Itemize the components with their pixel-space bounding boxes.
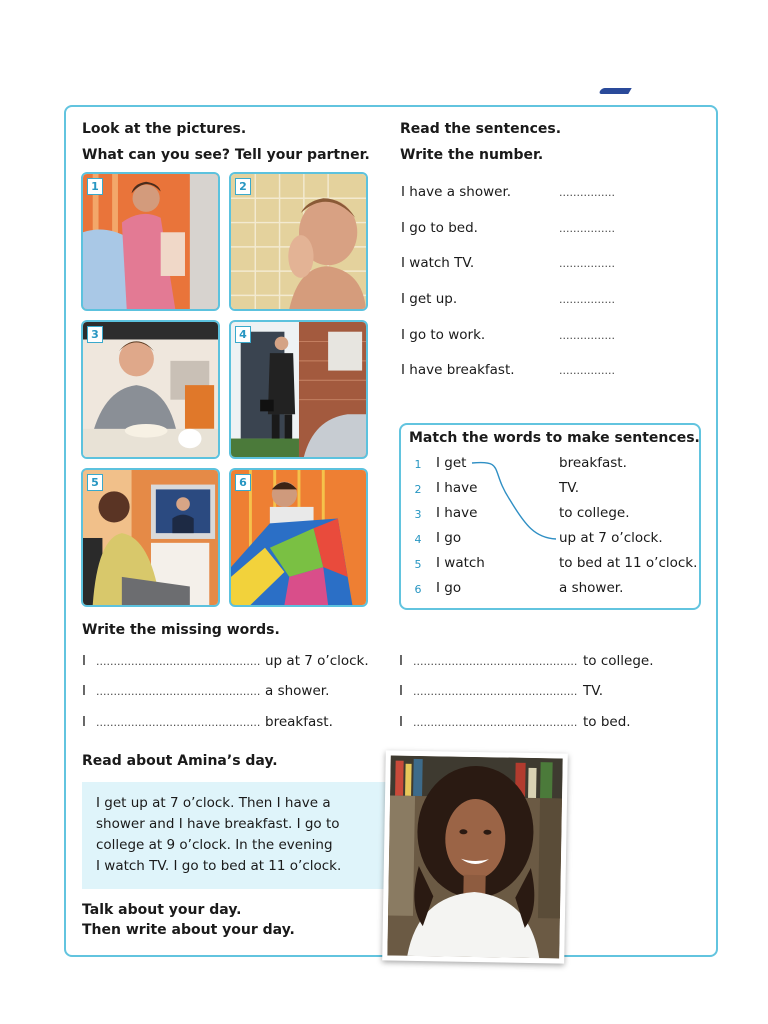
missing-word-blank[interactable]: ...............................................: [96, 716, 261, 729]
match-number: 3: [414, 508, 422, 521]
match-left-item[interactable]: I go: [436, 530, 462, 546]
photo-go-to-bed: [229, 468, 368, 607]
photo-number: 3: [87, 326, 103, 343]
section1-heading: Look at the pictures.: [82, 121, 247, 137]
photo-number: 1: [87, 178, 103, 195]
photo-number: 4: [235, 326, 251, 343]
match-right-item[interactable]: up at 7 o’clock.: [559, 530, 663, 546]
write-instruction: Then write about your day.: [82, 922, 295, 938]
missing-row-start: I: [399, 714, 403, 730]
talk-instruction: Talk about your day.: [82, 902, 242, 918]
answer-blank[interactable]: ................: [559, 186, 615, 199]
missing-row-end: TV.: [583, 683, 604, 699]
sentence-item: I have breakfast.: [401, 362, 515, 378]
missing-words-heading: Write the missing words.: [82, 622, 280, 638]
photo-get-up: [81, 172, 220, 311]
answer-blank[interactable]: ................: [559, 364, 615, 377]
photo-shower: [229, 172, 368, 311]
match-heading: Match the words to make sentences.: [409, 430, 700, 446]
missing-word-blank[interactable]: ...............................................: [413, 685, 578, 698]
missing-word-blank[interactable]: ...............................................: [413, 655, 578, 668]
missing-row-start: I: [82, 714, 86, 730]
match-left-item[interactable]: I have: [436, 480, 478, 496]
missing-word-blank[interactable]: ...............................................: [413, 716, 578, 729]
match-number: 2: [414, 483, 422, 496]
amina-heading: Read about Amina’s day.: [82, 753, 278, 769]
sentence-item: I watch TV.: [401, 255, 475, 271]
match-number: 6: [414, 583, 422, 596]
photo-number: 6: [235, 474, 251, 491]
amina-text-line: I watch TV. I go to bed at 11 o’clock.: [96, 858, 342, 874]
missing-row-end: a shower.: [265, 683, 330, 699]
section2-heading: Read the sentences.: [400, 121, 562, 137]
match-left-item[interactable]: I watch: [436, 555, 485, 571]
amina-text-line: shower and I have breakfast. I go to: [96, 816, 340, 832]
amina-text-box: [82, 782, 388, 889]
missing-row-start: I: [82, 683, 86, 699]
section2-subheading: Write the number.: [400, 147, 544, 163]
answer-blank[interactable]: ................: [559, 222, 615, 235]
photo-number: 2: [235, 178, 251, 195]
match-left-item[interactable]: I have: [436, 505, 478, 521]
corner-decoration: [598, 88, 631, 94]
amina-portrait-photo: [382, 750, 568, 963]
match-right-item[interactable]: TV.: [559, 480, 580, 496]
missing-word-blank[interactable]: ...............................................: [96, 655, 261, 668]
sentence-item: I get up.: [401, 291, 458, 307]
missing-row-start: I: [82, 653, 86, 669]
missing-row-end: breakfast.: [265, 714, 333, 730]
sentence-item: I have a shower.: [401, 184, 512, 200]
match-number: 4: [414, 533, 422, 546]
missing-row-end: to bed.: [583, 714, 631, 730]
missing-row-end: to college.: [583, 653, 654, 669]
photo-breakfast: [81, 320, 220, 459]
match-right-item[interactable]: to college.: [559, 505, 630, 521]
amina-text-line: I get up at 7 o’clock. Then I have a: [96, 795, 331, 811]
match-number: 1: [414, 458, 422, 471]
answer-blank[interactable]: ................: [559, 329, 615, 342]
match-left-item[interactable]: I get: [436, 455, 467, 471]
answer-blank[interactable]: ................: [559, 293, 615, 306]
match-right-item[interactable]: a shower.: [559, 580, 624, 596]
missing-row-end: up at 7 o’clock.: [265, 653, 369, 669]
photo-number: 5: [87, 474, 103, 491]
match-number: 5: [414, 558, 422, 571]
match-right-item[interactable]: to bed at 11 o’clock.: [559, 555, 698, 571]
missing-word-blank[interactable]: ...............................................: [96, 685, 261, 698]
sentence-item: I go to bed.: [401, 220, 478, 236]
missing-row-start: I: [399, 683, 403, 699]
sentence-item: I go to work.: [401, 327, 486, 343]
section1-subheading: What can you see? Tell your partner.: [82, 147, 370, 163]
photo-watch-tv: [81, 468, 220, 607]
match-right-item[interactable]: breakfast.: [559, 455, 627, 471]
missing-row-start: I: [399, 653, 403, 669]
amina-text-line: college at 9 o’clock. In the evening: [96, 837, 333, 853]
photo-go-to-work: [229, 320, 368, 459]
answer-blank[interactable]: ................: [559, 257, 615, 270]
match-left-item[interactable]: I go: [436, 580, 462, 596]
